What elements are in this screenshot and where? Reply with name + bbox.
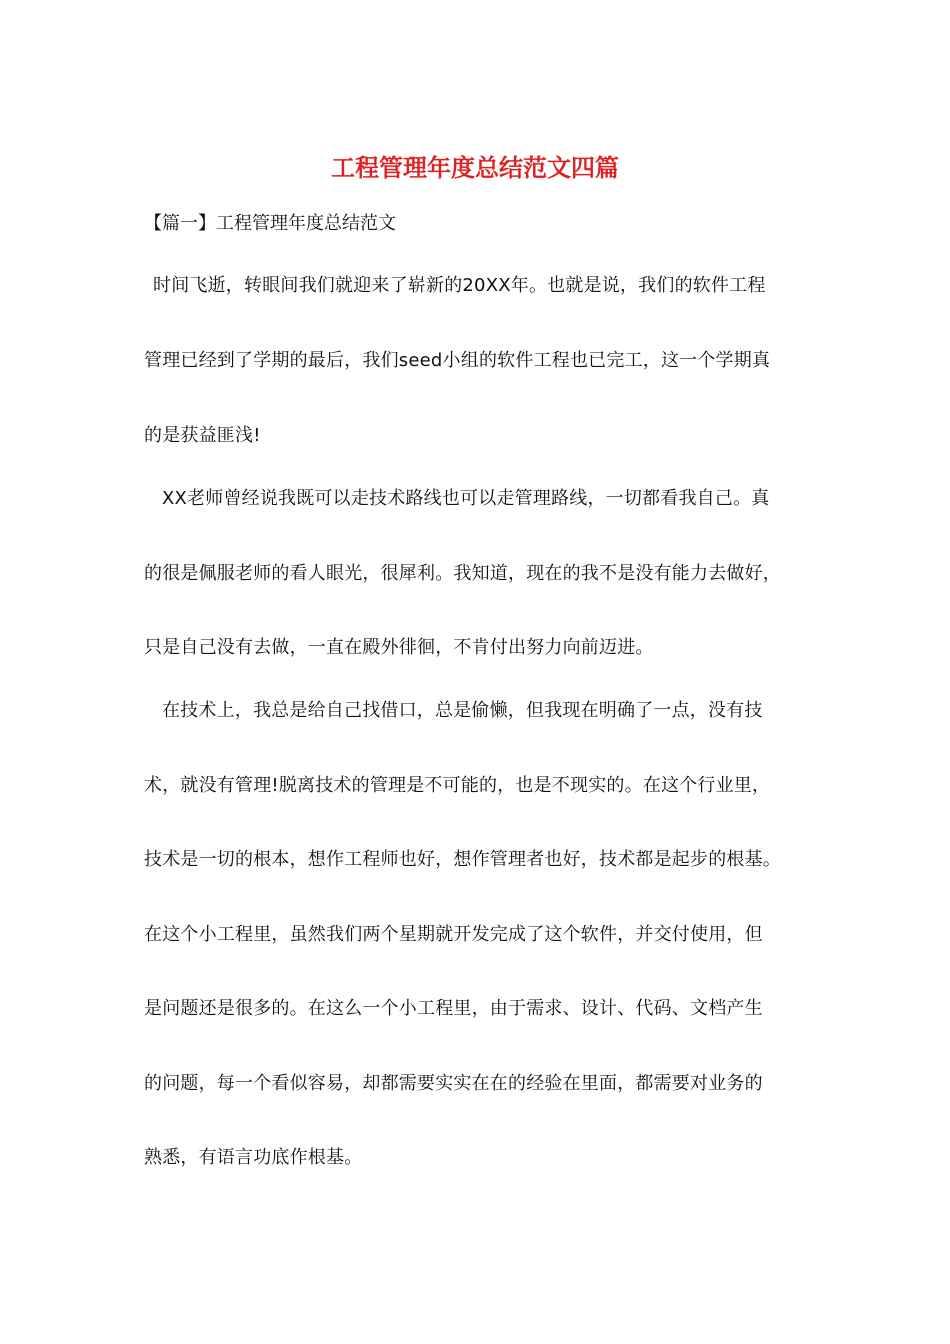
paragraph-line: 是问题还是很多的。在这么一个小工程里，由于需求、设计、代码、文档产生: [144, 998, 763, 1019]
paragraph-line: 术，就没有管理!脱离技术的管理是不可能的，也是不现实的。在这个行业里，: [144, 775, 771, 796]
paragraph-line: 只是自己没有去做，一直在殿外徘徊，不肯付出努力向前迈进。: [144, 637, 654, 658]
paragraph-line: 熟悉，有语言功底作根基。: [144, 1147, 363, 1168]
paragraph-line: 技术是一切的根本，想作工程师也好，想作管理者也好，技术都是起步的根基。: [144, 849, 781, 870]
paragraph-line: XX老师曾经说我既可以走技术路线也可以走管理路线，一切都看我自己。真: [162, 488, 770, 509]
paragraph-line: 的问题，每一个看似容易，却都需要实实在在的经验在里面，都需要对业务的: [144, 1073, 763, 1094]
paragraph-line: 管理已经到了学期的最后，我们seed小组的软件工程也已完工，这一个学期真: [144, 350, 771, 371]
section-heading: 【篇一】工程管理年度总结范文: [144, 213, 396, 234]
paragraph-line: 的很是佩服老师的看人眼光，很犀利。我知道，现在的我不是没有能力去做好，: [144, 563, 781, 584]
paragraph-line: 时间飞逝，转眼间我们就迎来了崭新的20XX年。也就是说，我们的软件工程: [153, 275, 766, 296]
paragraph-line: 在技术上，我总是给自己找借口，总是偷懒，但我现在明确了一点，没有技: [162, 700, 763, 721]
paragraph-line: 的是获益匪浅!: [144, 425, 261, 446]
paragraph-line: 在这个小工程里，虽然我们两个星期就开发完成了这个软件，并交付使用，但: [144, 924, 763, 945]
document-title: 工程管理年度总结范文四篇: [331, 153, 619, 182]
